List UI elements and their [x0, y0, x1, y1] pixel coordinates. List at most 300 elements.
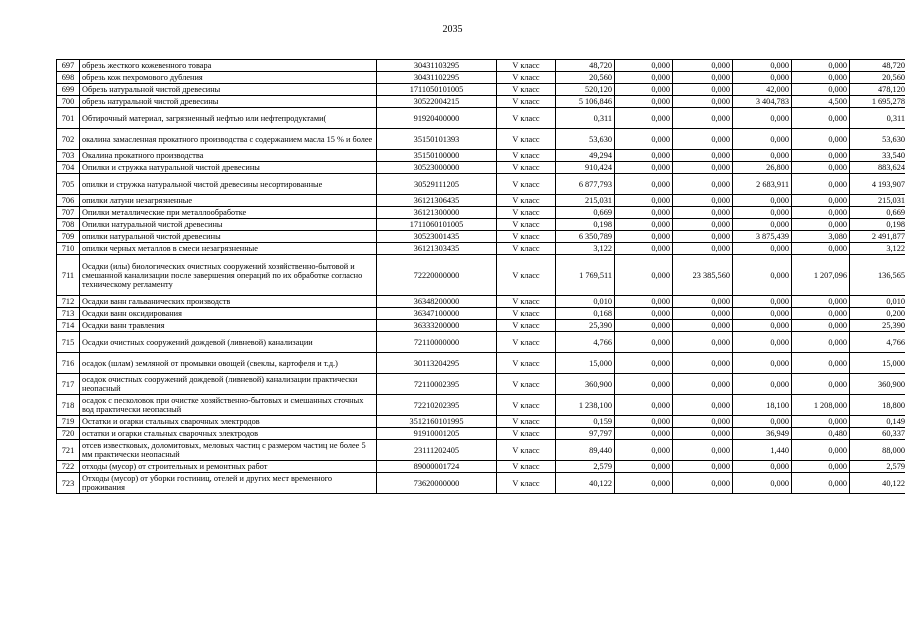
value-cell-2: 0,000: [615, 255, 673, 296]
value-cell-2: 0,000: [615, 320, 673, 332]
fkko-code-cell: 1711050101005: [377, 84, 497, 96]
value-cell-4: 0,000: [733, 207, 792, 219]
hazard-class-cell: V класс: [497, 428, 556, 440]
waste-name-cell: опилки и стружка натуральной чистой древесины несортированные: [80, 174, 377, 195]
value-cell-1: 0,168: [556, 308, 615, 320]
row-number-cell: 715: [57, 332, 80, 353]
value-cell-6: 60,337: [850, 428, 905, 440]
value-cell-3: 0,000: [673, 416, 733, 428]
value-cell-4: 0,000: [733, 129, 792, 150]
table-row: [57, 416, 905, 428]
value-cell-5: 0,000: [792, 150, 850, 162]
table-row: [57, 243, 905, 255]
fkko-code-cell: 91920400000: [377, 108, 497, 129]
value-cell-1: 0,159: [556, 416, 615, 428]
value-cell-2: 0,000: [615, 162, 673, 174]
table-row: [57, 395, 905, 416]
row-number-cell: 697: [57, 60, 80, 72]
value-cell-6: 20,560: [850, 72, 905, 84]
value-cell-4: 0,000: [733, 308, 792, 320]
hazard-class-cell: V класс: [497, 255, 556, 296]
row-number-cell: 722: [57, 461, 80, 473]
value-cell-1: 97,797: [556, 428, 615, 440]
value-cell-3: 0,000: [673, 162, 733, 174]
value-cell-6: 136,565: [850, 255, 905, 296]
waste-name-cell: обрезь натуральной чистой древесины: [80, 96, 377, 108]
hazard-class-cell: V класс: [497, 416, 556, 428]
table-row: [57, 162, 905, 174]
waste-name-cell: Окалина прокатного производства: [80, 150, 377, 162]
table-row: [57, 296, 905, 308]
value-cell-4: 0,000: [733, 374, 792, 395]
waste-name-cell: обрезь кож пехромового дубления: [80, 72, 377, 84]
value-cell-4: 36,949: [733, 428, 792, 440]
table-row: [57, 174, 905, 195]
fkko-code-cell: 30522004215: [377, 96, 497, 108]
value-cell-3: 0,000: [673, 440, 733, 461]
value-cell-6: 478,120: [850, 84, 905, 96]
hazard-class-cell: V класс: [497, 440, 556, 461]
value-cell-1: 0,010: [556, 296, 615, 308]
value-cell-5: 4,500: [792, 96, 850, 108]
value-cell-1: 20,560: [556, 72, 615, 84]
value-cell-3: 0,000: [673, 84, 733, 96]
row-number-cell: 718: [57, 395, 80, 416]
row-number-cell: 721: [57, 440, 80, 461]
row-number-cell: 711: [57, 255, 80, 296]
value-cell-4: 0,000: [733, 416, 792, 428]
value-cell-6: 215,031: [850, 195, 905, 207]
row-number-cell: 716: [57, 353, 80, 374]
fkko-code-cell: 72210202395: [377, 395, 497, 416]
waste-name-cell: отсев известковых, доломитовых, меловых частиц с размером частиц не более 5 мм практически неопасный: [80, 440, 377, 461]
value-cell-3: 0,000: [673, 60, 733, 72]
hazard-class-cell: V класс: [497, 374, 556, 395]
fkko-code-cell: 36333200000: [377, 320, 497, 332]
table-row: [57, 353, 905, 374]
table-row: [57, 96, 905, 108]
value-cell-5: 0,000: [792, 108, 850, 129]
value-cell-3: 0,000: [673, 231, 733, 243]
value-cell-2: 0,000: [615, 150, 673, 162]
fkko-code-cell: 36347100000: [377, 308, 497, 320]
table-row: [57, 207, 905, 219]
waste-name-cell: Осадки ванн травления: [80, 320, 377, 332]
value-cell-6: 1 695,278: [850, 96, 905, 108]
table-row: [57, 129, 905, 150]
table-row: [57, 231, 905, 243]
hazard-class-cell: V класс: [497, 296, 556, 308]
value-cell-2: 0,000: [615, 219, 673, 231]
waste-name-cell: Опилки металлические при металлообработке: [80, 207, 377, 219]
waste-name-cell: Обрезь натуральной чистой древесины: [80, 84, 377, 96]
value-cell-4: 0,000: [733, 219, 792, 231]
row-number-cell: 710: [57, 243, 80, 255]
fkko-code-cell: 72110000000: [377, 332, 497, 353]
hazard-class-cell: V класс: [497, 461, 556, 473]
table-row: [57, 320, 905, 332]
waste-name-cell: Осадки (илы) биологических очистных сооружений хозяйственно-бытовой и смешанной канализации после завершения операций по их обработке согласно техническому регламенту: [80, 255, 377, 296]
row-number-cell: 709: [57, 231, 80, 243]
value-cell-2: 0,000: [615, 60, 673, 72]
value-cell-6: 53,630: [850, 129, 905, 150]
value-cell-6: 25,390: [850, 320, 905, 332]
value-cell-1: 48,720: [556, 60, 615, 72]
value-cell-6: 2 491,877: [850, 231, 905, 243]
row-number-cell: 712: [57, 296, 80, 308]
table-row: [57, 461, 905, 473]
fkko-code-cell: 36121300000: [377, 207, 497, 219]
value-cell-4: 0,000: [733, 255, 792, 296]
value-cell-4: 26,800: [733, 162, 792, 174]
row-number-cell: 704: [57, 162, 80, 174]
waste-name-cell: осадок (шлам) земляной от промывки овощей (свеклы, картофеля и т.д.): [80, 353, 377, 374]
value-cell-3: 0,000: [673, 207, 733, 219]
table-row: [57, 473, 905, 494]
value-cell-2: 0,000: [615, 108, 673, 129]
value-cell-5: 0,000: [792, 60, 850, 72]
value-cell-2: 0,000: [615, 129, 673, 150]
table-row: [57, 72, 905, 84]
value-cell-3: 0,000: [673, 374, 733, 395]
value-cell-1: 5 106,846: [556, 96, 615, 108]
value-cell-5: 0,000: [792, 72, 850, 84]
row-number-cell: 703: [57, 150, 80, 162]
value-cell-4: 0,000: [733, 296, 792, 308]
row-number-cell: 713: [57, 308, 80, 320]
value-cell-5: 0,000: [792, 416, 850, 428]
value-cell-5: 0,000: [792, 219, 850, 231]
hazard-class-cell: V класс: [497, 84, 556, 96]
fkko-code-cell: 30529111205: [377, 174, 497, 195]
waste-name-cell: опилки натуральной чистой древесины: [80, 231, 377, 243]
hazard-class-cell: V класс: [497, 353, 556, 374]
value-cell-1: 2,579: [556, 461, 615, 473]
value-cell-4: 0,000: [733, 473, 792, 494]
fkko-code-cell: 35150100000: [377, 150, 497, 162]
fkko-code-cell: 36121303435: [377, 243, 497, 255]
hazard-class-cell: V класс: [497, 332, 556, 353]
fkko-code-cell: 72220000000: [377, 255, 497, 296]
value-cell-1: 4,766: [556, 332, 615, 353]
value-cell-1: 1 769,511: [556, 255, 615, 296]
value-cell-4: 0,000: [733, 461, 792, 473]
hazard-class-cell: V класс: [497, 243, 556, 255]
hazard-class-cell: V класс: [497, 60, 556, 72]
value-cell-1: 0,198: [556, 219, 615, 231]
value-cell-2: 0,000: [615, 308, 673, 320]
row-number-cell: 701: [57, 108, 80, 129]
fkko-code-cell: 73620000000: [377, 473, 497, 494]
table-row: [57, 195, 905, 207]
value-cell-2: 0,000: [615, 296, 673, 308]
fkko-code-cell: 30113204295: [377, 353, 497, 374]
value-cell-5: 0,000: [792, 162, 850, 174]
value-cell-6: 18,800: [850, 395, 905, 416]
value-cell-3: 0,000: [673, 308, 733, 320]
value-cell-3: 0,000: [673, 219, 733, 231]
value-cell-3: 23 385,560: [673, 255, 733, 296]
value-cell-4: 0,000: [733, 72, 792, 84]
row-number-cell: 698: [57, 72, 80, 84]
value-cell-4: 0,000: [733, 353, 792, 374]
value-cell-4: 2 683,911: [733, 174, 792, 195]
fkko-code-cell: 23111202405: [377, 440, 497, 461]
hazard-class-cell: V класс: [497, 231, 556, 243]
value-cell-3: 0,000: [673, 96, 733, 108]
hazard-class-cell: V класс: [497, 150, 556, 162]
waste-name-cell: Осадки очистных сооружений дождевой (ливневой) канализации: [80, 332, 377, 353]
hazard-class-cell: V класс: [497, 174, 556, 195]
value-cell-6: 0,200: [850, 308, 905, 320]
value-cell-5: 0,000: [792, 84, 850, 96]
value-cell-2: 0,000: [615, 84, 673, 96]
hazard-class-cell: V класс: [497, 473, 556, 494]
hazard-class-cell: V класс: [497, 72, 556, 84]
value-cell-5: 1 208,000: [792, 395, 850, 416]
value-cell-4: 0,000: [733, 320, 792, 332]
hazard-class-cell: V класс: [497, 308, 556, 320]
value-cell-6: 40,122: [850, 473, 905, 494]
value-cell-5: 0,000: [792, 332, 850, 353]
hazard-class-cell: V класс: [497, 320, 556, 332]
value-cell-3: 0,000: [673, 428, 733, 440]
table-row: [57, 440, 905, 461]
table-row: [57, 332, 905, 353]
value-cell-4: 0,000: [733, 150, 792, 162]
value-cell-6: 3,122: [850, 243, 905, 255]
value-cell-1: 89,440: [556, 440, 615, 461]
value-cell-5: 0,000: [792, 320, 850, 332]
value-cell-1: 49,294: [556, 150, 615, 162]
value-cell-3: 0,000: [673, 296, 733, 308]
value-cell-5: 0,000: [792, 374, 850, 395]
value-cell-5: 0,000: [792, 207, 850, 219]
fkko-code-cell: 35150101393: [377, 129, 497, 150]
value-cell-2: 0,000: [615, 243, 673, 255]
value-cell-2: 0,000: [615, 174, 673, 195]
value-cell-4: 0,000: [733, 332, 792, 353]
value-cell-2: 0,000: [615, 374, 673, 395]
value-cell-6: 0,311: [850, 108, 905, 129]
value-cell-4: 0,000: [733, 60, 792, 72]
value-cell-4: 42,000: [733, 84, 792, 96]
value-cell-3: 0,000: [673, 395, 733, 416]
value-cell-1: 25,390: [556, 320, 615, 332]
value-cell-3: 0,000: [673, 320, 733, 332]
fkko-code-cell: 3512160101995: [377, 416, 497, 428]
row-number-cell: 702: [57, 129, 80, 150]
value-cell-5: 0,000: [792, 174, 850, 195]
waste-name-cell: осадок с песколовок при очистке хозяйственно-бытовых и смешанных сточных вод практически неопасный: [80, 395, 377, 416]
value-cell-2: 0,000: [615, 353, 673, 374]
hazard-class-cell: V класс: [497, 207, 556, 219]
waste-name-cell: Отходы (мусор) от уборки гостиниц, отелей и других мест временного проживания: [80, 473, 377, 494]
fkko-code-cell: 36348200000: [377, 296, 497, 308]
value-cell-2: 0,000: [615, 207, 673, 219]
value-cell-2: 0,000: [615, 416, 673, 428]
row-number-cell: 714: [57, 320, 80, 332]
table-row: [57, 374, 905, 395]
value-cell-6: 33,540: [850, 150, 905, 162]
value-cell-2: 0,000: [615, 461, 673, 473]
value-cell-3: 0,000: [673, 174, 733, 195]
row-number-cell: 707: [57, 207, 80, 219]
waste-name-cell: Осадки ванн гальванических производств: [80, 296, 377, 308]
waste-name-cell: опилки черных металлов в смеси незагрязненные: [80, 243, 377, 255]
value-cell-4: 1,440: [733, 440, 792, 461]
value-cell-4: 0,000: [733, 195, 792, 207]
value-cell-5: 0,000: [792, 461, 850, 473]
value-cell-2: 0,000: [615, 473, 673, 494]
value-cell-2: 0,000: [615, 72, 673, 84]
row-number-cell: 719: [57, 416, 80, 428]
row-number-cell: 708: [57, 219, 80, 231]
value-cell-4: 18,100: [733, 395, 792, 416]
value-cell-2: 0,000: [615, 195, 673, 207]
waste-name-cell: отходы (мусор) от строительных и ремонтных работ: [80, 461, 377, 473]
waste-name-cell: Осадки ванн оксидирования: [80, 308, 377, 320]
value-cell-3: 0,000: [673, 243, 733, 255]
page-number: 2035: [442, 24, 463, 35]
value-cell-1: 6 350,789: [556, 231, 615, 243]
value-cell-6: 15,000: [850, 353, 905, 374]
waste-name-cell: Опилки и стружка натуральной чистой древесины: [80, 162, 377, 174]
value-cell-5: 0,000: [792, 308, 850, 320]
value-cell-3: 0,000: [673, 473, 733, 494]
value-cell-6: 0,010: [850, 296, 905, 308]
fkko-code-cell: 30523001435: [377, 231, 497, 243]
waste-name-cell: Остатки и огарки стальных сварочных электродов: [80, 416, 377, 428]
value-cell-1: 6 877,793: [556, 174, 615, 195]
value-cell-2: 0,000: [615, 231, 673, 243]
value-cell-3: 0,000: [673, 129, 733, 150]
value-cell-1: 0,311: [556, 108, 615, 129]
waste-name-cell: остатки и огарки стальных сварочных электродов: [80, 428, 377, 440]
value-cell-4: 0,000: [733, 108, 792, 129]
hazard-class-cell: V класс: [497, 162, 556, 174]
value-cell-5: 0,000: [792, 195, 850, 207]
value-cell-2: 0,000: [615, 440, 673, 461]
value-cell-1: 520,120: [556, 84, 615, 96]
fkko-code-cell: 30431102295: [377, 72, 497, 84]
value-cell-6: 0,669: [850, 207, 905, 219]
row-number-cell: 706: [57, 195, 80, 207]
table-row: [57, 219, 905, 231]
row-number-cell: 699: [57, 84, 80, 96]
hazard-class-cell: V класс: [497, 108, 556, 129]
table-row: [57, 84, 905, 96]
waste-name-cell: окалина замасленная прокатного производства с содержанием масла 15 % и более: [80, 129, 377, 150]
value-cell-6: 88,000: [850, 440, 905, 461]
table-row: [57, 255, 905, 296]
waste-name-cell: опилки латуни незагрязненные: [80, 195, 377, 207]
hazard-class-cell: V класс: [497, 129, 556, 150]
value-cell-2: 0,000: [615, 96, 673, 108]
fkko-code-cell: 36121306435: [377, 195, 497, 207]
value-cell-4: 0,000: [733, 243, 792, 255]
value-cell-1: 40,122: [556, 473, 615, 494]
value-cell-6: 2,579: [850, 461, 905, 473]
value-cell-1: 1 238,100: [556, 395, 615, 416]
value-cell-1: 910,424: [556, 162, 615, 174]
value-cell-6: 4 193,907: [850, 174, 905, 195]
value-cell-2: 0,000: [615, 395, 673, 416]
row-number-cell: 720: [57, 428, 80, 440]
fkko-code-cell: 1711060101005: [377, 219, 497, 231]
value-cell-5: 0,000: [792, 353, 850, 374]
table-row: [57, 308, 905, 320]
fkko-code-cell: 91910001205: [377, 428, 497, 440]
row-number-cell: 700: [57, 96, 80, 108]
value-cell-3: 0,000: [673, 108, 733, 129]
value-cell-5: 0,480: [792, 428, 850, 440]
table-row: [57, 428, 905, 440]
value-cell-5: 0,000: [792, 440, 850, 461]
value-cell-3: 0,000: [673, 195, 733, 207]
value-cell-6: 4,766: [850, 332, 905, 353]
value-cell-1: 215,031: [556, 195, 615, 207]
waste-name-cell: Опилки натуральной чистой древесины: [80, 219, 377, 231]
value-cell-5: 0,000: [792, 473, 850, 494]
value-cell-4: 3 875,439: [733, 231, 792, 243]
fkko-code-cell: 72110002395: [377, 374, 497, 395]
value-cell-4: 3 404,783: [733, 96, 792, 108]
fkko-code-cell: 30431103295: [377, 60, 497, 72]
waste-name-cell: обрезь жесткого кожевенного товара: [80, 60, 377, 72]
value-cell-6: 360,900: [850, 374, 905, 395]
table-body: [57, 60, 905, 494]
value-cell-2: 0,000: [615, 428, 673, 440]
value-cell-5: 0,000: [792, 243, 850, 255]
table-row: [57, 150, 905, 162]
value-cell-2: 0,000: [615, 332, 673, 353]
row-number-cell: 723: [57, 473, 80, 494]
value-cell-3: 0,000: [673, 332, 733, 353]
hazard-class-cell: V класс: [497, 195, 556, 207]
hazard-class-cell: V класс: [497, 395, 556, 416]
value-cell-3: 0,000: [673, 461, 733, 473]
row-number-cell: 717: [57, 374, 80, 395]
fkko-code-cell: 89000001724: [377, 461, 497, 473]
value-cell-3: 0,000: [673, 72, 733, 84]
value-cell-1: 360,900: [556, 374, 615, 395]
row-number-cell: 705: [57, 174, 80, 195]
value-cell-3: 0,000: [673, 150, 733, 162]
value-cell-1: 15,000: [556, 353, 615, 374]
value-cell-6: 883,624: [850, 162, 905, 174]
value-cell-5: 3,080: [792, 231, 850, 243]
hazard-class-cell: V класс: [497, 96, 556, 108]
table-row: [57, 60, 905, 72]
hazard-class-cell: V класс: [497, 219, 556, 231]
value-cell-1: 53,630: [556, 129, 615, 150]
value-cell-5: 0,000: [792, 129, 850, 150]
fkko-code-cell: 30523000000: [377, 162, 497, 174]
waste-name-cell: Обтирочный материал, загрязненный нефтью или нефтепродуктами(: [80, 108, 377, 129]
value-cell-6: 48,720: [850, 60, 905, 72]
waste-name-cell: осадок очистных сооружений дождевой (ливневой) канализации практически неопасный: [80, 374, 377, 395]
value-cell-6: 0,149: [850, 416, 905, 428]
value-cell-1: 0,669: [556, 207, 615, 219]
value-cell-5: 1 207,096: [792, 255, 850, 296]
value-cell-6: 0,198: [850, 219, 905, 231]
waste-table: [56, 59, 905, 494]
value-cell-5: 0,000: [792, 296, 850, 308]
value-cell-3: 0,000: [673, 353, 733, 374]
value-cell-1: 3,122: [556, 243, 615, 255]
table-row: [57, 108, 905, 129]
